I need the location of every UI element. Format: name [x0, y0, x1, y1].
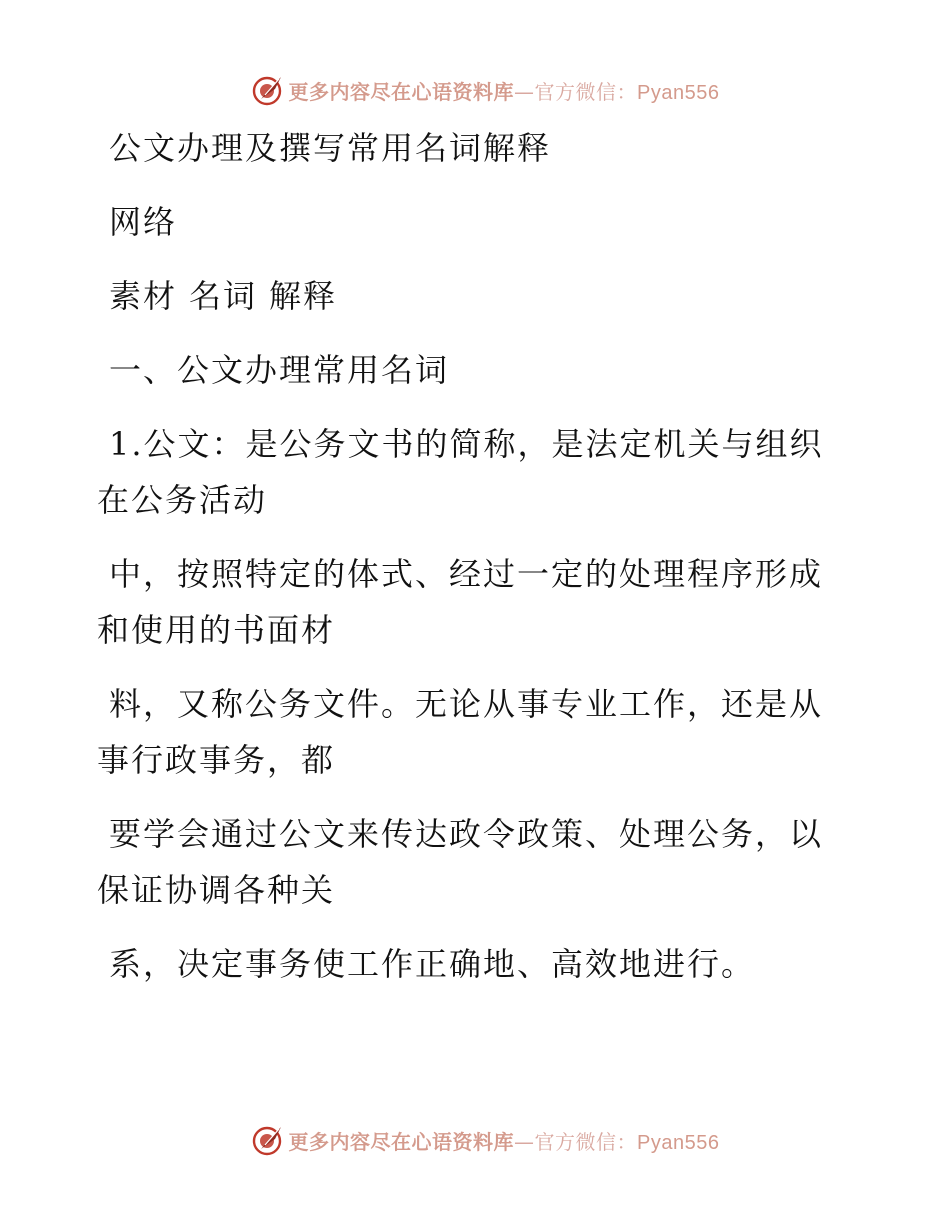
watermark-account: Pyan556 — [637, 1131, 720, 1154]
section-heading: 一、公文办理常用名词 — [109, 351, 450, 389]
document-body — [97, 120, 837, 1010]
watermark-sub: 官方微信： — [534, 79, 638, 104]
header-watermark-inner — [251, 73, 720, 107]
watermark-account: Pyan556 — [637, 81, 720, 104]
watermark-sub: 官方微信： — [534, 1129, 638, 1154]
tag-item: 素材 — [109, 277, 178, 315]
watermark-separator: — — [514, 79, 535, 104]
watermark-main: 更多内容尽在心语资料库 — [288, 79, 515, 104]
header-watermark — [0, 70, 950, 110]
footer-watermark-inner — [251, 1123, 720, 1157]
document-tags — [97, 268, 837, 324]
watermark-main: 更多内容尽在心语资料库 — [288, 1129, 515, 1154]
document-title: 公文办理及撰写常用名词解释 — [109, 129, 552, 167]
paragraph-4: 要学会通过公文来传达政令政策、处理公务，以保证协调各种关 — [97, 815, 824, 909]
watermark-text — [289, 76, 720, 105]
paragraph-2: 中，按照特定的体式、经过一定的处理程序形成和使用的书面材 — [97, 555, 824, 649]
document-subtitle: 网络 — [109, 203, 178, 241]
tag-item: 解释 — [269, 277, 338, 315]
paragraph-3: 料，又称公务文件。无论从事专业工作，还是从事行政事务，都 — [97, 685, 824, 779]
watermark-text — [289, 1126, 720, 1155]
tag-item: 名词 — [189, 277, 258, 315]
paragraph-1: 1.公文：是公务文书的简称，是法定机关与组织在公务活动 — [97, 425, 824, 519]
watermark-separator: — — [514, 1129, 535, 1154]
paragraph-5: 系，决定事务使工作正确地、高效地进行。 — [109, 945, 756, 983]
footer-watermark — [0, 1120, 950, 1160]
quill-logo-icon — [251, 73, 285, 107]
quill-logo-icon — [251, 1123, 285, 1157]
